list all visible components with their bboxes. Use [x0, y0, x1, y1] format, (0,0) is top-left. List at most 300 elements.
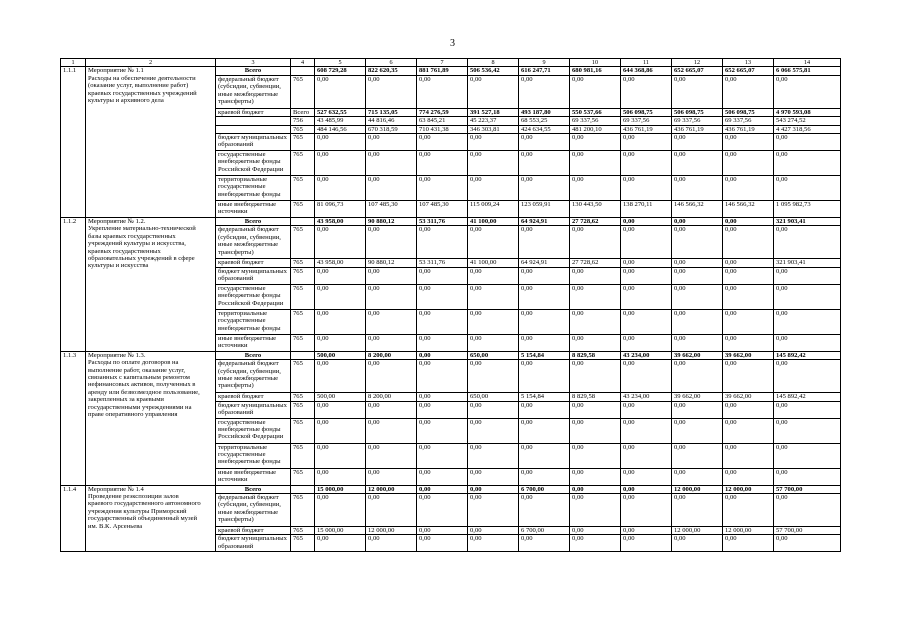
value-col-6: 0,00: [366, 360, 417, 393]
value-col-13: 12 000,00: [723, 527, 774, 535]
value-col-12: 0,00: [672, 309, 723, 334]
value-col-13: 0,00: [723, 134, 774, 151]
value-col-5: 0,00: [315, 535, 366, 552]
budget-code: 765: [291, 151, 315, 176]
budget-code: 765: [291, 125, 315, 133]
measure-name-line: Мероприятие № 1.4: [88, 485, 144, 493]
budget-code: [291, 218, 315, 226]
measure-name-line: праве оперативного управления: [88, 411, 178, 419]
program-funding-table: [60, 58, 841, 552]
header-cell-5: 5: [315, 59, 366, 67]
value-col-6: 0,00: [366, 267, 417, 284]
value-col-7: 881 761,89: [417, 67, 468, 75]
value-col-12: 0,00: [672, 134, 723, 151]
value-col-14: 145 892,42: [774, 351, 841, 359]
value-col-5: 0,00: [315, 75, 366, 108]
value-col-14: 321 903,41: [774, 218, 841, 226]
value-col-11: 0,00: [621, 443, 672, 468]
value-col-7: 0,00: [417, 151, 468, 176]
value-col-5: 527 632,55: [315, 108, 366, 116]
funding-source: федеральный бюджет (субсидии, субвенции, иные межбюджетные трансферты): [216, 494, 291, 527]
funding-source: [216, 117, 291, 125]
value-col-13: 69 337,56: [723, 117, 774, 125]
value-col-9: 64 924,91: [519, 259, 570, 267]
measure-name-line: Расходы по оплате договоров на: [88, 359, 179, 367]
value-col-14: 0,00: [774, 151, 841, 176]
measure-name-line: краевых государственных: [88, 247, 161, 255]
value-col-12: 146 566,32: [672, 201, 723, 218]
value-col-9: 123 059,91: [519, 201, 570, 218]
value-col-12: 0,00: [672, 535, 723, 552]
value-col-9: 0,00: [519, 401, 570, 418]
funding-source: краевой бюджет: [216, 393, 291, 401]
value-col-5: 43 958,00: [315, 218, 366, 226]
value-col-13: 0,00: [723, 284, 774, 309]
value-col-7: 107 485,30: [417, 201, 468, 218]
funding-source: иные внебюджетные источники: [216, 201, 291, 218]
header-cell-1: 1: [61, 59, 86, 67]
value-col-13: 0,00: [723, 226, 774, 259]
budget-code: 765: [291, 176, 315, 201]
value-col-6: 0,00: [366, 75, 417, 108]
value-col-8: 650,00: [468, 393, 519, 401]
value-col-6: 0,00: [366, 494, 417, 527]
value-col-14: 0,00: [774, 535, 841, 552]
value-col-10: 0,00: [570, 284, 621, 309]
value-col-10: 680 981,16: [570, 67, 621, 75]
value-col-11: 644 368,86: [621, 67, 672, 75]
value-col-8: 391 527,18: [468, 108, 519, 116]
measure-number: 1.1.1: [61, 67, 86, 218]
value-col-13: 652 665,07: [723, 67, 774, 75]
value-col-7: 0,00: [417, 494, 468, 527]
value-col-12: 0,00: [672, 267, 723, 284]
value-col-10: 0,00: [570, 134, 621, 151]
value-col-6: 0,00: [366, 226, 417, 259]
value-col-14: 145 892,42: [774, 393, 841, 401]
value-col-13: 39 662,00: [723, 351, 774, 359]
measure-number: 1.1.2: [61, 218, 86, 352]
measure-name-line: Мероприятие № 1.1: [88, 67, 144, 75]
value-col-13: 0,00: [723, 176, 774, 201]
value-col-14: 0,00: [774, 334, 841, 351]
value-col-13: 0,00: [723, 360, 774, 393]
funding-source: бюджет муниципальных образований: [216, 401, 291, 418]
value-col-6: 0,00: [366, 309, 417, 334]
budget-code: 756: [291, 117, 315, 125]
value-col-10: 0,00: [570, 360, 621, 393]
value-col-6: 0,00: [366, 401, 417, 418]
value-col-7: 0,00: [417, 401, 468, 418]
measure-name-line: Мероприятие № 1.2.: [88, 218, 146, 226]
value-col-9: 493 187,80: [519, 108, 570, 116]
funding-source: бюджет муниципальных образований: [216, 267, 291, 284]
value-col-5: 15 000,00: [315, 485, 366, 493]
funding-source: государственные внебюджетные фонды Российской Федерации: [216, 151, 291, 176]
value-col-6: 0,00: [366, 134, 417, 151]
value-col-8: 0,00: [468, 418, 519, 443]
header-cell-14: 14: [774, 59, 841, 67]
budget-code: 765: [291, 334, 315, 351]
value-col-9: 0,00: [519, 226, 570, 259]
value-col-5: 0,00: [315, 309, 366, 334]
measure-number: 1.1.3: [61, 351, 86, 485]
value-col-6: 90 880,12: [366, 218, 417, 226]
measure-name-line: культуры и искусства: [88, 262, 149, 270]
value-col-9: 424 634,55: [519, 125, 570, 133]
funding-source: федеральный бюджет (субсидии, субвенции, иные межбюджетные трансферты): [216, 226, 291, 259]
value-col-5: 0,00: [315, 267, 366, 284]
value-col-5: 15 000,00: [315, 527, 366, 535]
measure-name-line: государственный объединенный музей: [88, 515, 198, 523]
value-col-12: 0,00: [672, 401, 723, 418]
value-col-8: 45 223,37: [468, 117, 519, 125]
funding-source: государственные внебюджетные фонды Российской Федерации: [216, 418, 291, 443]
value-col-14: 57 700,00: [774, 485, 841, 493]
value-col-7: 53 311,76: [417, 218, 468, 226]
value-col-9: 0,00: [519, 134, 570, 151]
funding-source: Всего: [216, 218, 291, 226]
funding-source: территориальные государственные внебюджетные фонды: [216, 443, 291, 468]
value-col-12: 0,00: [672, 226, 723, 259]
value-col-8: 0,00: [468, 151, 519, 176]
value-col-11: 0,00: [621, 284, 672, 309]
value-col-6: 107 485,30: [366, 201, 417, 218]
value-col-13: 0,00: [723, 401, 774, 418]
value-col-14: 0,00: [774, 134, 841, 151]
measure-name-line: образовательных учреждений в сфере: [88, 255, 195, 263]
value-col-7: 0,00: [417, 527, 468, 535]
value-col-8: 0,00: [468, 468, 519, 485]
value-col-8: 0,00: [468, 535, 519, 552]
measure-name: [86, 485, 216, 552]
header-row: [61, 59, 841, 67]
value-col-11: 0,00: [621, 485, 672, 493]
value-col-14: 0,00: [774, 284, 841, 309]
measure-name-line: учреждений культуры и искусства,: [88, 240, 186, 248]
budget-code: 765: [291, 527, 315, 535]
value-col-13: 0,00: [723, 267, 774, 284]
value-col-9: 0,00: [519, 309, 570, 334]
value-col-7: 0,00: [417, 418, 468, 443]
value-col-9: 0,00: [519, 494, 570, 527]
value-col-12: 0,00: [672, 418, 723, 443]
value-col-8: 0,00: [468, 309, 519, 334]
funding-source: иные внебюджетные источники: [216, 468, 291, 485]
value-col-12: 0,00: [672, 75, 723, 108]
value-col-12: 12 000,00: [672, 527, 723, 535]
value-col-8: 0,00: [468, 284, 519, 309]
value-col-8: 0,00: [468, 267, 519, 284]
value-col-6: 0,00: [366, 151, 417, 176]
value-col-6: 0,00: [366, 176, 417, 201]
value-col-8: 650,00: [468, 351, 519, 359]
value-col-5: 43 485,99: [315, 117, 366, 125]
value-col-6: 8 200,00: [366, 393, 417, 401]
value-col-5: 608 729,28: [315, 67, 366, 75]
measure-name-line: краевых государственных учреждений: [88, 89, 197, 97]
funding-source: федеральный бюджет (субсидии, субвенции, иные межбюджетные трансферты): [216, 75, 291, 108]
value-col-9: 0,00: [519, 267, 570, 284]
table-row: [61, 351, 841, 359]
budget-code: 765: [291, 468, 315, 485]
value-col-6: 0,00: [366, 443, 417, 468]
value-col-9: 0,00: [519, 334, 570, 351]
value-col-10: 0,00: [570, 151, 621, 176]
value-col-10: 27 728,62: [570, 218, 621, 226]
value-col-7: 0,00: [417, 284, 468, 309]
value-col-11: 0,00: [621, 218, 672, 226]
measure-name-line: выполнение работ, оказание услуг,: [88, 366, 186, 374]
value-col-14: 0,00: [774, 267, 841, 284]
value-col-9: 6 700,00: [519, 527, 570, 535]
value-col-7: 710 431,38: [417, 125, 468, 133]
value-col-11: 0,00: [621, 309, 672, 334]
value-col-12: 69 337,56: [672, 117, 723, 125]
header-cell-13: 13: [723, 59, 774, 67]
value-col-12: 0,00: [672, 494, 723, 527]
value-col-10: 550 537,66: [570, 108, 621, 116]
budget-code: 765: [291, 226, 315, 259]
value-col-14: 0,00: [774, 75, 841, 108]
value-col-6: 822 620,35: [366, 67, 417, 75]
budget-code: 765: [291, 393, 315, 401]
value-col-12: 506 098,75: [672, 108, 723, 116]
value-col-12: 0,00: [672, 151, 723, 176]
value-col-14: 0,00: [774, 401, 841, 418]
value-col-6: 0,00: [366, 284, 417, 309]
value-col-6: 90 880,12: [366, 259, 417, 267]
value-col-13: 0,00: [723, 443, 774, 468]
value-col-14: 543 274,52: [774, 117, 841, 125]
value-col-7: 0,00: [417, 75, 468, 108]
measure-name-line: связанных с капитальным ремонтом: [88, 374, 190, 382]
value-col-13: 0,00: [723, 418, 774, 443]
value-col-8: 0,00: [468, 360, 519, 393]
value-col-11: 43 234,00: [621, 393, 672, 401]
value-col-8: 0,00: [468, 75, 519, 108]
value-col-5: 0,00: [315, 401, 366, 418]
value-col-7: 0,00: [417, 443, 468, 468]
value-col-11: 0,00: [621, 494, 672, 527]
value-col-12: 12 000,00: [672, 485, 723, 493]
header-cell-7: 7: [417, 59, 468, 67]
budget-code: 765: [291, 134, 315, 151]
value-col-12: 39 662,00: [672, 393, 723, 401]
measure-name-line: Проведение реэкспозиции залов: [88, 493, 179, 501]
value-col-14: 0,00: [774, 176, 841, 201]
value-col-10: 0,00: [570, 334, 621, 351]
table-row: [61, 218, 841, 226]
value-col-8: 115 009,24: [468, 201, 519, 218]
value-col-10: 0,00: [570, 226, 621, 259]
value-col-11: 436 761,19: [621, 125, 672, 133]
funding-source: [216, 125, 291, 133]
value-col-9: 0,00: [519, 176, 570, 201]
value-col-7: 53 311,76: [417, 259, 468, 267]
measure-name-line: (оказание услуг, выполнение работ): [88, 82, 189, 90]
funding-source: государственные внебюджетные фонды Российской Федерации: [216, 284, 291, 309]
value-col-10: 0,00: [570, 309, 621, 334]
value-col-7: 0,00: [417, 468, 468, 485]
budget-code: 765: [291, 284, 315, 309]
funding-source: Всего: [216, 67, 291, 75]
budget-code: 765: [291, 309, 315, 334]
value-col-8: 41 100,00: [468, 259, 519, 267]
value-col-14: 321 903,41: [774, 259, 841, 267]
value-col-5: 484 146,56: [315, 125, 366, 133]
value-col-8: 506 536,42: [468, 67, 519, 75]
value-col-10: 130 443,50: [570, 201, 621, 218]
value-col-5: 43 958,00: [315, 259, 366, 267]
value-col-10: 8 829,58: [570, 351, 621, 359]
table-row: [61, 485, 841, 493]
value-col-8: 0,00: [468, 443, 519, 468]
value-col-10: 0,00: [570, 267, 621, 284]
funding-source: территориальные государственные внебюджетные фонды: [216, 176, 291, 201]
value-col-12: 0,00: [672, 176, 723, 201]
value-col-9: 5 154,84: [519, 351, 570, 359]
value-col-12: 0,00: [672, 284, 723, 309]
value-col-13: 436 761,19: [723, 125, 774, 133]
value-col-5: 0,00: [315, 334, 366, 351]
value-col-14: 0,00: [774, 309, 841, 334]
funding-source: Всего: [216, 351, 291, 359]
value-col-13: 506 098,75: [723, 108, 774, 116]
value-col-7: 0,00: [417, 351, 468, 359]
value-col-14: 0,00: [774, 494, 841, 527]
value-col-11: 43 234,00: [621, 351, 672, 359]
value-col-7: 0,00: [417, 176, 468, 201]
budget-code: 765: [291, 494, 315, 527]
budget-code: 765: [291, 418, 315, 443]
value-col-6: 12 000,00: [366, 485, 417, 493]
funding-source: бюджет муниципальных образований: [216, 535, 291, 552]
value-col-10: 0,00: [570, 176, 621, 201]
value-col-13: 0,00: [723, 75, 774, 108]
header-cell-10: 10: [570, 59, 621, 67]
budget-code: Всего: [291, 108, 315, 116]
value-col-12: 436 761,19: [672, 125, 723, 133]
measure-name-line: Мероприятие № 1.3.: [88, 351, 146, 359]
value-col-11: 0,00: [621, 134, 672, 151]
funding-source: иные внебюджетные источники: [216, 334, 291, 351]
budget-code: 765: [291, 267, 315, 284]
budget-code: 765: [291, 535, 315, 552]
value-col-10: 69 337,56: [570, 117, 621, 125]
value-col-6: 12 000,00: [366, 527, 417, 535]
value-col-5: 0,00: [315, 176, 366, 201]
value-col-8: 0,00: [468, 494, 519, 527]
value-col-13: 0,00: [723, 218, 774, 226]
value-col-7: 0,00: [417, 309, 468, 334]
value-col-6: 0,00: [366, 468, 417, 485]
funding-source: краевой бюджет: [216, 259, 291, 267]
value-col-12: 652 665,07: [672, 67, 723, 75]
value-col-11: 138 270,11: [621, 201, 672, 218]
budget-code: [291, 485, 315, 493]
budget-code: 765: [291, 75, 315, 108]
page-number: 3: [450, 38, 455, 49]
value-col-14: 0,00: [774, 360, 841, 393]
value-col-9: 64 924,91: [519, 218, 570, 226]
measure-name-line: нефинансовых активов, полученных в: [88, 381, 196, 389]
value-col-5: 0,00: [315, 494, 366, 527]
budget-code: 765: [291, 401, 315, 418]
value-col-8: 0,00: [468, 134, 519, 151]
value-col-9: 5 154,84: [519, 393, 570, 401]
value-col-13: 0,00: [723, 494, 774, 527]
value-col-8: 0,00: [468, 226, 519, 259]
value-col-8: 0,00: [468, 527, 519, 535]
value-col-5: 0,00: [315, 284, 366, 309]
measure-name-line: Укрепление материально-технической: [88, 225, 196, 233]
value-col-11: 0,00: [621, 527, 672, 535]
value-col-10: 0,00: [570, 443, 621, 468]
budget-code: 765: [291, 443, 315, 468]
value-col-9: 0,00: [519, 443, 570, 468]
value-col-10: 0,00: [570, 418, 621, 443]
measure-name-line: им. В.К. Арсеньева: [88, 522, 143, 530]
table-body: [61, 59, 841, 552]
value-col-11: 0,00: [621, 418, 672, 443]
measure-name-line: государственными учреждениями на: [88, 403, 192, 411]
measure-name-line: культуры и архивного дела: [88, 97, 164, 105]
value-col-13: 0,00: [723, 468, 774, 485]
measure-name-line: учреждения культуры Приморский: [88, 507, 187, 515]
value-col-7: 63 845,21: [417, 117, 468, 125]
value-col-7: 0,00: [417, 393, 468, 401]
value-col-8: 0,00: [468, 485, 519, 493]
value-col-5: 81 096,73: [315, 201, 366, 218]
value-col-6: 670 318,59: [366, 125, 417, 133]
header-cell-6: 6: [366, 59, 417, 67]
value-col-10: 0,00: [570, 75, 621, 108]
value-col-10: 8 829,58: [570, 393, 621, 401]
value-col-10: 481 200,10: [570, 125, 621, 133]
budget-code: 765: [291, 201, 315, 218]
value-col-5: 0,00: [315, 468, 366, 485]
measure-name: [86, 218, 216, 352]
measure-number: 1.1.4: [61, 485, 86, 552]
value-col-9: 0,00: [519, 75, 570, 108]
value-col-10: 0,00: [570, 527, 621, 535]
value-col-13: 0,00: [723, 151, 774, 176]
value-col-6: 0,00: [366, 535, 417, 552]
value-col-7: 0,00: [417, 535, 468, 552]
value-col-5: 0,00: [315, 134, 366, 151]
value-col-6: 8 200,00: [366, 351, 417, 359]
budget-code: [291, 351, 315, 359]
value-col-9: 0,00: [519, 468, 570, 485]
value-col-13: 0,00: [723, 535, 774, 552]
budget-code: [291, 67, 315, 75]
value-col-10: 0,00: [570, 494, 621, 527]
value-col-11: 0,00: [621, 360, 672, 393]
measure-name: [86, 351, 216, 485]
value-col-8: 346 303,81: [468, 125, 519, 133]
value-col-5: 500,00: [315, 351, 366, 359]
value-col-14: 0,00: [774, 443, 841, 468]
measure-name-line: аренду или безвозмездное пользование,: [88, 388, 200, 396]
value-col-9: 68 553,25: [519, 117, 570, 125]
value-col-14: 0,00: [774, 418, 841, 443]
value-col-12: 0,00: [672, 468, 723, 485]
measure-name: [86, 67, 216, 218]
value-col-7: 0,00: [417, 485, 468, 493]
value-col-13: 39 662,00: [723, 393, 774, 401]
value-col-12: 39 662,00: [672, 351, 723, 359]
